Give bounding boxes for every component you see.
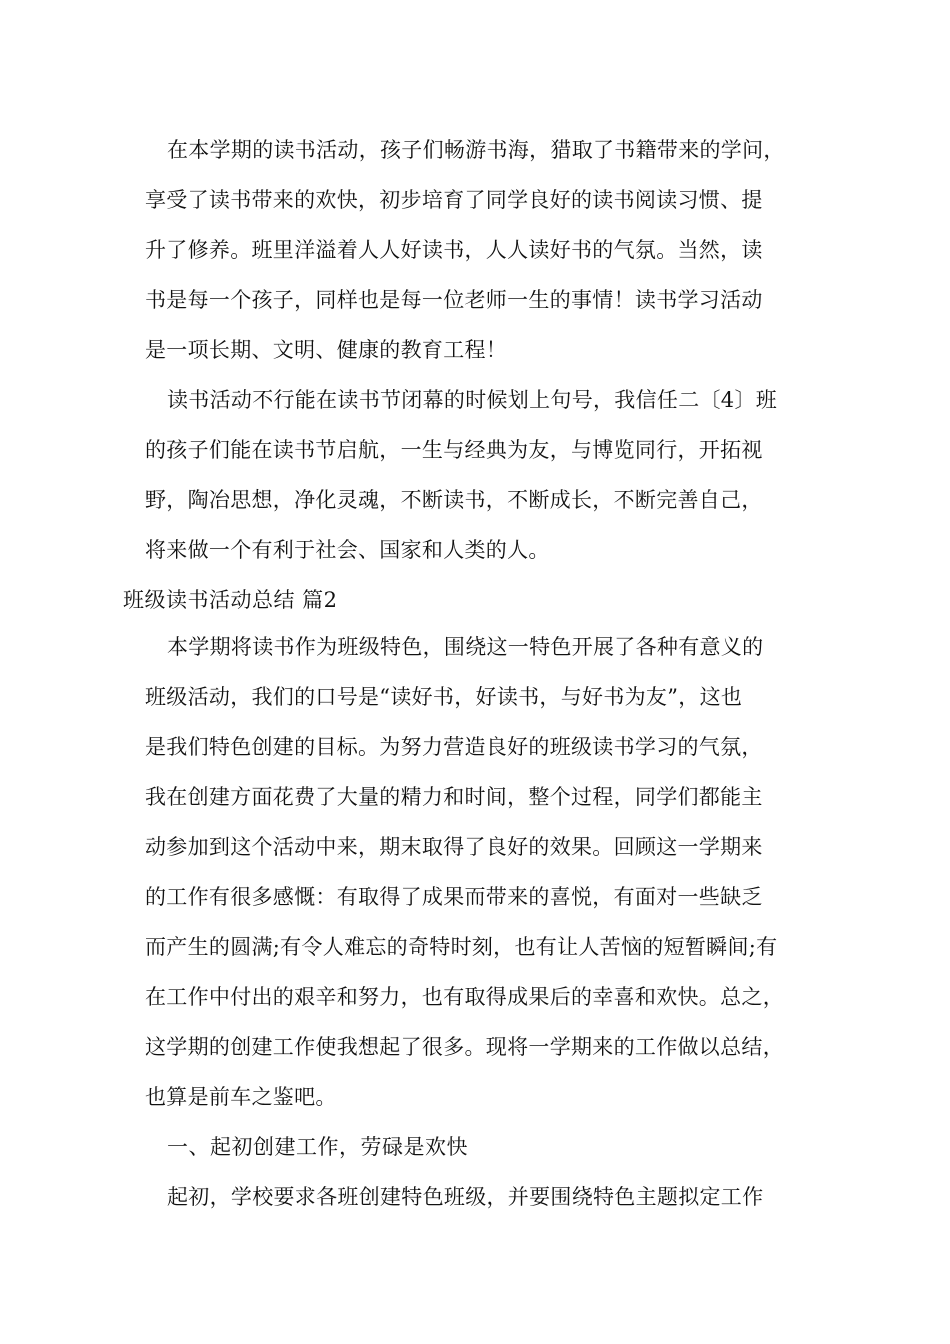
subheading-1: 一、起初创建工作，劳碌是欢快 xyxy=(167,1135,468,1159)
paragraph-3-line-3: 是我们特色创建的目标。为努力营造良好的班级读书学习的气氛， xyxy=(145,735,763,759)
paragraph-2-line-1: 读书活动不行能在读书节闭幕的时候划上句号，我信任二〔4〕班 xyxy=(167,388,778,412)
paragraph-1-line-2: 享受了读书带来的欢快，初步培育了同学良好的读书阅读习惯、提 xyxy=(145,188,763,212)
paragraph-3-line-7: 而产生的圆满;有令人难忘的奇特时刻，也有让人苦恼的短暂瞬间;有 xyxy=(145,935,778,959)
paragraph-2-line-3: 野，陶冶思想，净化灵魂，不断读书，不断成长，不断完善自己， xyxy=(145,488,763,512)
paragraph-3-line-2: 班级活动，我们的口号是“读好书，好读书，与好书为友”，这也 xyxy=(145,685,743,709)
paragraph-2-line-4: 将来做一个有利于社会、国家和人类的人。 xyxy=(145,538,550,562)
section-title: 班级读书活动总结 篇2 xyxy=(123,588,338,612)
paragraph-3-line-5: 动参加到这个活动中来，期末取得了良好的效果。回顾这一学期来 xyxy=(145,835,763,859)
paragraph-3-line-8: 在工作中付出的艰辛和努力，也有取得成果后的幸喜和欢快。总之， xyxy=(145,985,784,1009)
paragraph-2-line-2: 的孩子们能在读书节启航，一生与经典为友，与博览同行，开拓视 xyxy=(145,438,763,462)
paragraph-3-line-6: 的工作有很多感慨：有取得了成果而带来的喜悦，有面对一些缺乏 xyxy=(145,885,763,909)
paragraph-1-line-3: 升了修养。班里洋溢着人人好读书，人人读好书的气氛。当然，读 xyxy=(145,238,763,262)
paragraph-1-line-5: 是一项长期、文明、健康的教育工程！ xyxy=(145,338,508,362)
paragraph-3-line-9: 这学期的创建工作使我想起了很多。现将一学期来的工作做以总结， xyxy=(145,1035,784,1059)
paragraph-3-line-10: 也算是前车之鉴吧。 xyxy=(145,1085,337,1109)
paragraph-1-line-1: 在本学期的读书活动，孩子们畅游书海，猎取了书籍带来的学问， xyxy=(167,138,785,162)
paragraph-4-line-1: 起初，学校要求各班创建特色班级，并要围绕特色主题拟定工作 xyxy=(167,1185,764,1209)
paragraph-3-line-1: 本学期将读书作为班级特色，围绕这一特色开展了各种有意义的 xyxy=(167,635,764,659)
paragraph-1-line-4: 书是每一个孩子，同样也是每一位老师一生的事情！读书学习活动 xyxy=(145,288,763,312)
paragraph-3-line-4: 我在创建方面花费了大量的精力和时间，整个过程，同学们都能主 xyxy=(145,785,763,809)
